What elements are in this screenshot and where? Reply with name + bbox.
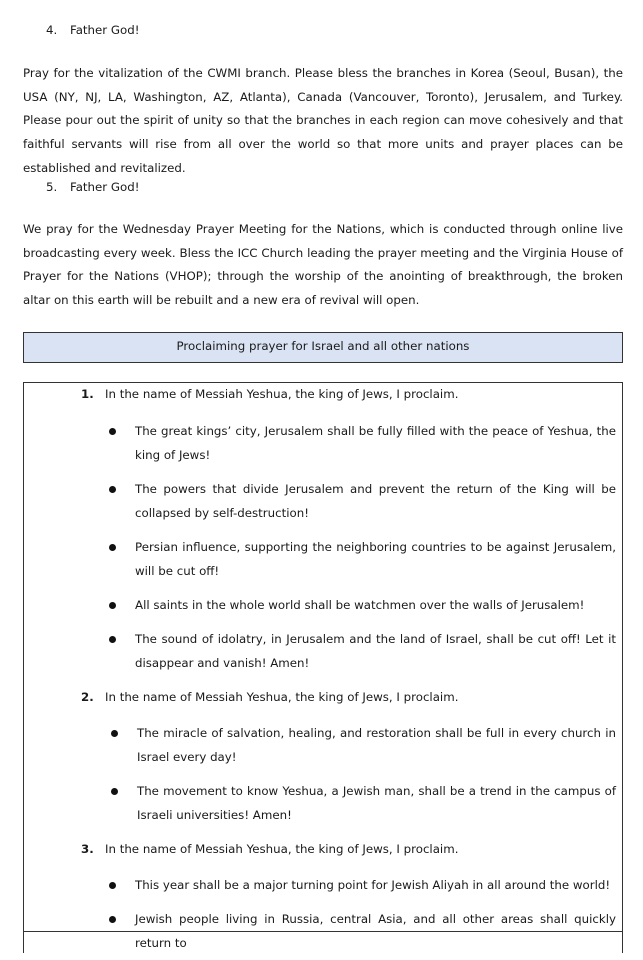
proclamation-1-heading xyxy=(81,387,458,401)
proclamation-3-heading xyxy=(81,842,458,856)
section-title: Father God! xyxy=(70,180,140,194)
section-title: Father God! xyxy=(70,23,140,37)
list-item: The miracle of salvation, healing, and restoration shall be full in every church in Israel every day! xyxy=(137,721,616,769)
list-item: Persian influence, supporting the neighboring countries to be against Jerusalem, will be cut off! xyxy=(135,535,616,583)
bullet-icon xyxy=(109,602,116,609)
proclamation-banner: Proclaiming prayer for Israel and all other nations xyxy=(23,332,623,363)
page-bottom-rule xyxy=(23,931,623,932)
proclamation-box xyxy=(23,382,623,953)
bullet-icon xyxy=(111,788,118,795)
list-item: Jewish people living in Russia, central Asia, and all other areas shall quickly return to xyxy=(135,907,616,953)
bullet-icon xyxy=(109,636,116,643)
bullet-icon xyxy=(109,428,116,435)
list-item: This year shall be a major turning point for Jewish Aliyah in all around the world! xyxy=(135,873,616,897)
bullet-icon xyxy=(109,544,116,551)
bullet-icon xyxy=(109,486,116,493)
proclamation-title: In the name of Messiah Yeshua, the king of Jews, I proclaim. xyxy=(105,690,459,704)
paragraph-text: We pray for the Wednesday Prayer Meeting for the Nations, which is conducted through online live broadcasting every week. Bless the ICC Church leading the prayer meeting and the Virginia House of Prayer for the Nations (VHOP); through the worship of the anointing of breakthrough, the broken altar on this earth will be rebuilt and a new era of revival will open. xyxy=(23,222,623,308)
bullet-icon xyxy=(109,882,116,889)
section-4-heading xyxy=(46,23,139,37)
list-item: The great kings’ city, Jerusalem shall be fully filled with the peace of Yeshua, the king of Jews! xyxy=(135,419,616,467)
section-5-paragraph xyxy=(23,218,623,313)
section-4-paragraph xyxy=(23,62,623,181)
section-number: 4. xyxy=(46,23,58,37)
proclamation-number: 2. xyxy=(81,690,94,704)
proclamation-title: In the name of Messiah Yeshua, the king of Jews, I proclaim. xyxy=(105,842,459,856)
list-item: All saints in the whole world shall be watchmen over the walls of Jerusalem! xyxy=(135,593,616,617)
list-item: The movement to know Yeshua, a Jewish man, shall be a trend in the campus of Israeli universities! Amen! xyxy=(137,779,616,827)
section-number: 5. xyxy=(46,180,58,194)
paragraph-text: Pray for the vitalization of the CWMI branch. Please bless the branches in Korea (Seoul, Busan), the USA (NY, NJ, LA, Washington, AZ, Atlanta), Canada (Vancouver, Toronto), Jerusalem, and Turkey. Please pour out the spirit of unity so that the branches in each region can move cohesively and that faithful servants will rise from all over the world so that more units and prayer places can be established and revitalized. xyxy=(23,66,623,175)
bullet-icon xyxy=(109,916,116,923)
section-5-heading xyxy=(46,180,139,194)
list-item: The sound of idolatry, in Jerusalem and the land of Israel, shall be cut off! Let it disappear and vanish! Amen! xyxy=(135,627,616,675)
proclamation-number: 3. xyxy=(81,842,94,856)
proclamation-2-heading xyxy=(81,690,458,704)
proclamation-number: 1. xyxy=(81,387,94,401)
proclamation-title: In the name of Messiah Yeshua, the king of Jews, I proclaim. xyxy=(105,387,459,401)
list-item: The powers that divide Jerusalem and prevent the return of the King will be collapsed by self-destruction! xyxy=(135,477,616,525)
bullet-icon xyxy=(111,730,118,737)
